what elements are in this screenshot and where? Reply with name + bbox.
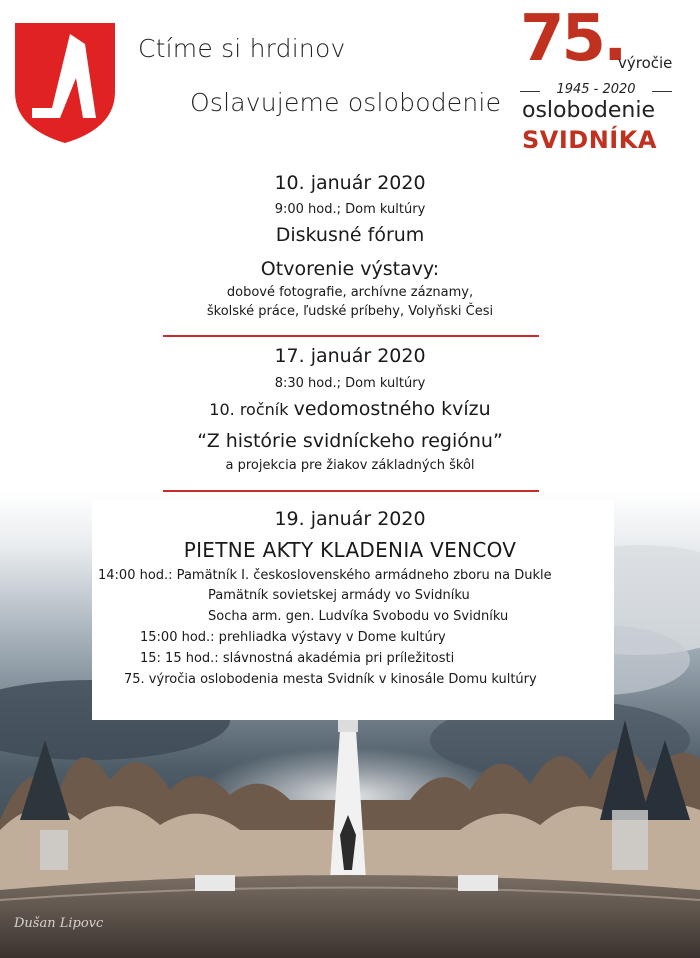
event-2-title-1-main: vedomostného kvízu bbox=[293, 398, 491, 420]
event-3-line-6: 75. výročia oslobodenia mesta Svidník v kinosále Domu kultúry bbox=[124, 672, 537, 687]
event-3-line-2: Pamätník sovietskej armády vo Svidníku bbox=[208, 588, 470, 603]
logo-years: 1945 - 2020 bbox=[518, 82, 674, 97]
anniversary-logo bbox=[518, 2, 694, 158]
event-3-line-5: 15: 15 hod.: slávnostná akadémia pri príležitosti bbox=[140, 651, 455, 666]
crest-icon bbox=[12, 20, 118, 146]
slogan-line-2: Oslavujeme oslobodenie bbox=[190, 88, 502, 117]
event-3-date: 19. január 2020 bbox=[274, 508, 426, 530]
logo-vyrocie: výročie bbox=[618, 54, 673, 72]
event-2-title-1 bbox=[0, 398, 700, 420]
logo-number: 75. bbox=[520, 2, 625, 76]
event-2-title-1-prefix: 10. ročník bbox=[209, 400, 289, 419]
event-1-title-1: Diskusné fórum bbox=[275, 224, 425, 246]
photographer-signature: Dušan Lipovc bbox=[14, 916, 104, 931]
event-1-time-place: 9:00 hod.; Dom kultúry bbox=[274, 202, 426, 217]
event-2-detail-1: a projekcia pre žiakov základných škôl bbox=[225, 458, 475, 473]
logo-oslobodenie: oslobodenie bbox=[522, 98, 656, 123]
event-divider-1 bbox=[163, 335, 539, 337]
event-2-date: 17. január 2020 bbox=[274, 345, 426, 367]
event-3-heading: PIETNE AKTY KLADENIA VENCOV bbox=[183, 538, 517, 562]
event-2-title-2: “Z histórie svidníckeho regiónu” bbox=[197, 430, 503, 452]
event-3-line-3: Socha arm. gen. Ludvíka Svobodu vo Svidníku bbox=[208, 609, 509, 624]
event-1-date: 10. január 2020 bbox=[274, 172, 426, 194]
event-1-title-2: Otvorenie výstavy: bbox=[260, 258, 440, 280]
event-divider-2 bbox=[163, 490, 539, 492]
slogan-line-1: Ctíme si hrdinov bbox=[138, 34, 346, 63]
event-3-line-4: 15:00 hod.: prehliadka výstavy v Dome kultúry bbox=[140, 630, 446, 645]
event-1-detail-1: dobové fotografie, archívne záznamy, bbox=[226, 285, 474, 300]
event-1-detail-2: školské práce, ľudské príbehy, Volyňski Česi bbox=[206, 304, 494, 319]
event-2-time-place: 8:30 hod.; Dom kultúry bbox=[274, 376, 426, 391]
event-3-line-1: 14:00 hod.: Pamätník I. československého armádneho zboru na Dukle bbox=[98, 568, 552, 583]
logo-svidnika: SVIDNÍKA bbox=[522, 126, 657, 154]
